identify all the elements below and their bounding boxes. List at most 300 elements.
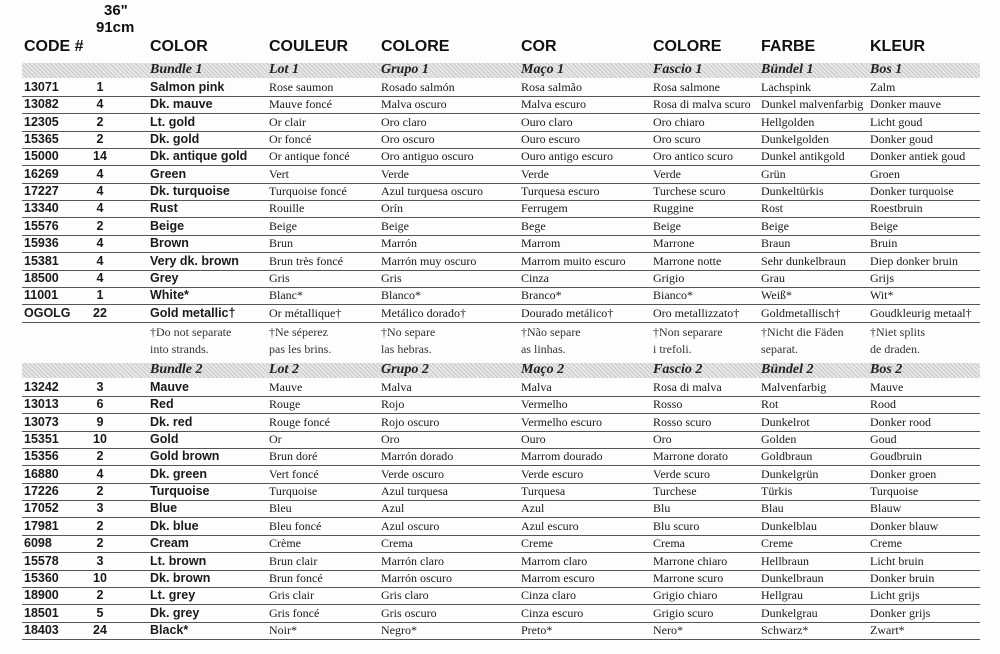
color-code: 17226 <box>24 484 59 499</box>
color-header-fr: COULEUR <box>269 38 349 55</box>
footnote-es: †No separe <box>381 324 436 339</box>
color-name-fr: Rouille <box>269 201 305 216</box>
color-name-es: Verde <box>381 166 409 181</box>
color-name-it: Marrone scuro <box>653 570 724 585</box>
color-name-fr: Mauve foncé <box>269 97 332 112</box>
strand-count: 2 <box>96 518 104 533</box>
color-code: 13340 <box>24 201 59 216</box>
color-name-de: Hellgolden <box>761 114 815 129</box>
color-name-es: Azul <box>381 501 405 516</box>
color-code: 6098 <box>24 536 52 551</box>
color-name-es: Gris oscuro <box>381 605 437 620</box>
color-name-pt: Preto* <box>521 622 553 637</box>
color-name-fr: Bleu <box>269 501 292 516</box>
color-name-nl: Blauw <box>870 501 902 516</box>
color-name-fr: Crème <box>269 536 301 551</box>
color-name-nl: Mauve <box>870 380 904 394</box>
color-name-es: Gris <box>381 270 402 285</box>
color-name-fr: Brun <box>269 236 293 251</box>
color-name-it: Oro scuro <box>653 132 701 147</box>
footnote-nl: †Niet splits <box>870 324 926 339</box>
bundle-header <box>22 63 980 78</box>
footnote-fr: pas les brins. <box>269 341 332 356</box>
strand-count: 4 <box>96 270 104 285</box>
color-name-it: Grigio chiaro <box>653 588 718 603</box>
footnote-it: †Non separare <box>653 324 723 339</box>
table-row <box>22 79 980 97</box>
bundle-label-fr: Lot 2 <box>269 362 299 377</box>
color-name-nl: Zwart* <box>870 622 905 637</box>
color-code: 13071 <box>24 80 59 94</box>
strand-count: 1 <box>96 288 104 303</box>
color-name-nl: Donker grijs <box>870 605 931 620</box>
color-name-pt: Vermelho <box>521 397 568 412</box>
color-name-de: Dunkelgolden <box>761 132 829 147</box>
color-name-es: Azul oscuro <box>381 518 440 533</box>
color-name-es: Malva oscuro <box>381 97 447 112</box>
color-name-en: White* <box>150 288 189 303</box>
color-code: 13242 <box>24 380 59 394</box>
table-row <box>22 235 980 253</box>
color-code: 17052 <box>24 501 59 516</box>
color-code: 13013 <box>24 397 59 412</box>
color-name-it: Grigio scuro <box>653 605 714 620</box>
color-name-es: Crema <box>381 536 413 551</box>
color-name-pt: Azul <box>521 501 545 516</box>
color-name-es: Marrón claro <box>381 553 444 568</box>
table-row <box>22 287 980 305</box>
color-name-en: Dk. turquoise <box>150 184 230 199</box>
table-row <box>22 183 980 201</box>
color-name-en: Salmon pink <box>150 80 225 94</box>
strand-count: 2 <box>96 114 104 129</box>
color-name-fr: Bleu foncé <box>269 518 322 533</box>
color-name-nl: Goudbruin <box>870 449 922 464</box>
strand-count: 2 <box>96 536 104 551</box>
color-name-en: Gold <box>150 432 179 447</box>
strand-count: 4 <box>96 184 104 199</box>
color-name-it: Rosa di malva <box>653 380 722 394</box>
color-name-de: Grau <box>761 270 785 285</box>
table-row <box>22 218 980 236</box>
color-name-es: Gris claro <box>381 588 429 603</box>
color-name-fr: Rose saumon <box>269 80 334 94</box>
color-code: 12305 <box>24 114 59 129</box>
strand-count: 10 <box>93 570 107 585</box>
color-name-nl: Turquoise <box>870 484 919 499</box>
color-code: 17227 <box>24 184 59 199</box>
color-name-nl: Rood <box>870 397 897 412</box>
strand-count: 4 <box>96 166 104 181</box>
strand-count: 14 <box>93 149 107 164</box>
color-name-de: Rost <box>761 201 784 216</box>
table-row <box>22 500 980 518</box>
strand-count: 6 <box>96 397 104 412</box>
color-name-es: Rojo <box>381 397 405 412</box>
color-code: 15356 <box>24 449 59 464</box>
color-code: 18501 <box>24 605 59 620</box>
color-name-de: Grün <box>761 166 786 181</box>
length-inches-header: 36" <box>104 2 128 19</box>
color-name-fr: Rouge foncé <box>269 414 330 429</box>
strand-count: 2 <box>96 449 104 464</box>
color-name-de: Goldmetallisch† <box>761 305 841 320</box>
strand-count: 2 <box>96 588 104 603</box>
color-name-nl: Donker turquoise <box>870 184 954 199</box>
footnote-line <box>22 324 980 342</box>
color-name-es: Metálico dorado† <box>381 305 466 320</box>
color-code: 11001 <box>24 288 59 303</box>
bundle-label-de: Bündel 2 <box>761 362 814 377</box>
color-name-fr: Brun très foncé <box>269 253 343 268</box>
table-row <box>22 605 980 623</box>
color-name-es: Rojo oscuro <box>381 414 440 429</box>
color-name-es: Blanco* <box>381 288 421 303</box>
strand-count: 4 <box>96 201 104 216</box>
strand-count: 4 <box>96 253 104 268</box>
color-code: 16880 <box>24 466 59 481</box>
bundle-label-fr: Lot 1 <box>269 62 299 77</box>
color-name-fr: Brun doré <box>269 449 318 464</box>
color-name-de: Türkis <box>761 484 793 499</box>
color-name-nl: Donker rood <box>870 414 931 429</box>
color-name-it: Ruggine <box>653 201 694 216</box>
color-name-en: Dk. blue <box>150 518 199 533</box>
color-name-nl: Bruin <box>870 236 898 251</box>
strand-count: 9 <box>96 414 104 429</box>
color-name-es: Azul turquesa oscuro <box>381 184 483 199</box>
color-name-it: Oro chiaro <box>653 114 705 129</box>
footnote-en: †Do not separate <box>150 324 232 339</box>
color-name-pt: Azul escuro <box>521 518 579 533</box>
color-code: 16269 <box>24 166 59 181</box>
color-name-de: Dunkelrot <box>761 414 810 429</box>
color-name-it: Rosa di malva scuro <box>653 97 751 112</box>
color-name-pt: Creme <box>521 536 553 551</box>
color-name-en: Black* <box>150 622 189 637</box>
color-name-en: Gold metallic† <box>150 305 236 320</box>
color-name-fr: Or foncé <box>269 132 312 147</box>
color-name-de: Dunkeltürkis <box>761 184 824 199</box>
color-name-en: Lt. grey <box>150 588 196 603</box>
color-name-fr: Gris foncé <box>269 605 320 620</box>
color-code: 15365 <box>24 132 59 147</box>
color-name-en: Blue <box>150 501 178 516</box>
color-name-nl: Donker blauw <box>870 518 939 533</box>
table-row <box>22 305 980 323</box>
color-name-fr: Rouge <box>269 397 301 412</box>
footnote-pt: †Não separe <box>521 324 581 339</box>
color-name-pt: Dourado metálico† <box>521 305 614 320</box>
color-name-es: Oro <box>381 432 400 447</box>
color-name-en: Lt. gold <box>150 114 196 129</box>
color-name-nl: Zalm <box>870 80 896 94</box>
color-name-fr: Brun foncé <box>269 570 323 585</box>
color-code: 13073 <box>24 414 59 429</box>
table-row <box>22 466 980 484</box>
color-name-it: Rosso scuro <box>653 414 712 429</box>
color-name-es: Malva <box>381 380 412 394</box>
strand-count: 4 <box>96 97 104 112</box>
color-name-pt: Cinza <box>521 270 549 285</box>
footnote-pt: as linhas. <box>521 341 566 356</box>
color-name-nl: Goud <box>870 432 897 447</box>
strand-count: 3 <box>96 380 104 394</box>
color-name-pt: Ouro claro <box>521 114 573 129</box>
table-row <box>22 570 980 588</box>
color-name-it: Rosa salmone <box>653 80 720 94</box>
color-name-en: Dk. antique gold <box>150 149 248 164</box>
color-name-it: Oro <box>653 432 672 447</box>
color-code: 15381 <box>24 253 59 268</box>
color-name-pt: Marrom escuro <box>521 570 595 585</box>
color-name-nl: Donker bruin <box>870 570 935 585</box>
color-name-nl: Beige <box>870 218 898 233</box>
color-name-pt: Marrom dourado <box>521 449 603 464</box>
color-code: 15576 <box>24 218 59 233</box>
table-row <box>22 253 980 271</box>
color-name-de: Dunkelblau <box>761 518 817 533</box>
color-name-pt: Marrom <box>521 236 561 251</box>
color-name-de: Golden <box>761 432 797 447</box>
color-code: 17981 <box>24 518 59 533</box>
table-row <box>22 414 980 432</box>
color-name-it: Marrone notte <box>653 253 722 268</box>
footnote-en: into strands. <box>150 341 209 356</box>
color-code: 15936 <box>24 236 59 251</box>
color-name-fr: Or antique foncé <box>269 149 350 164</box>
color-name-fr: Turquoise <box>269 484 318 499</box>
color-name-en: Very dk. brown <box>150 253 239 268</box>
color-name-es: Negro* <box>381 622 417 637</box>
table-row <box>22 535 980 553</box>
color-name-en: Green <box>150 166 187 181</box>
color-name-fr: Blanc* <box>269 288 303 303</box>
color-header-nl: KLEUR <box>870 38 926 55</box>
color-code: 15351 <box>24 432 59 447</box>
color-name-pt: Cinza claro <box>521 588 576 603</box>
color-name-it: Turchese scuro <box>653 184 726 199</box>
color-name-nl: Wit* <box>870 288 894 303</box>
color-header-it: COLORE <box>653 38 722 55</box>
table-row <box>22 131 980 149</box>
bundle-header <box>22 363 980 378</box>
color-name-de: Goldbraun <box>761 449 813 464</box>
color-name-en: Mauve <box>150 380 189 394</box>
color-header-en: COLOR <box>150 38 208 55</box>
color-name-it: Verde <box>653 166 681 181</box>
color-name-fr: Noir* <box>269 622 297 637</box>
color-name-nl: Donker goud <box>870 132 933 147</box>
bundle-label-it: Fascio 2 <box>653 362 703 377</box>
table-row <box>22 396 980 414</box>
color-name-pt: Malva <box>521 380 552 394</box>
color-name-de: Dunkelgrün <box>761 466 819 481</box>
table-row <box>22 379 980 397</box>
color-name-de: Weiß* <box>761 288 793 303</box>
color-name-it: Marrone <box>653 236 695 251</box>
color-name-pt: Ouro antigo escuro <box>521 149 613 164</box>
color-name-nl: Diep donker bruin <box>870 253 958 268</box>
color-name-nl: Licht goud <box>870 114 923 129</box>
table-row <box>22 553 980 571</box>
color-code: 13082 <box>24 97 59 112</box>
color-name-fr: Turquoise foncé <box>269 184 347 199</box>
table-row <box>22 166 980 184</box>
code-header: CODE # <box>24 38 84 55</box>
bundle-label-pt: Maço 2 <box>521 362 565 377</box>
color-name-es: Marrón dorado <box>381 449 454 464</box>
color-name-en: Dk. green <box>150 466 207 481</box>
color-name-es: Marrón muy oscuro <box>381 253 477 268</box>
color-name-it: Oro antico scuro <box>653 149 733 164</box>
color-name-es: Oro oscuro <box>381 132 435 147</box>
color-name-it: Marrone chiaro <box>653 553 728 568</box>
footnote-nl: de draden. <box>870 341 920 356</box>
color-name-nl: Donker mauve <box>870 97 941 112</box>
color-name-nl: Donker antiek goud <box>870 149 966 164</box>
color-name-pt: Cinza escuro <box>521 605 584 620</box>
color-name-es: Azul turquesa <box>381 484 448 499</box>
color-name-de: Hellbraun <box>761 553 809 568</box>
color-name-pt: Malva escuro <box>521 97 586 112</box>
color-name-en: Red <box>150 397 174 412</box>
color-name-nl: Licht grijs <box>870 588 920 603</box>
color-name-it: Crema <box>653 536 685 551</box>
color-name-pt: Marrom claro <box>521 553 588 568</box>
strand-count: 3 <box>96 501 104 516</box>
color-name-de: Blau <box>761 501 784 516</box>
color-name-pt: Verde escuro <box>521 466 584 481</box>
color-name-fr: Or clair <box>269 114 306 129</box>
color-name-es: Beige <box>381 218 409 233</box>
color-name-fr: Or métallique† <box>269 305 342 320</box>
table-row <box>22 200 980 218</box>
color-name-es: Marrón oscuro <box>381 570 452 585</box>
color-name-pt: Turquesa escuro <box>521 184 600 199</box>
color-name-fr: Vert <box>269 166 289 181</box>
table-row <box>22 96 980 114</box>
bundle-label-it: Fascio 1 <box>653 62 703 77</box>
table-row <box>22 270 980 288</box>
color-name-nl: Grijs <box>870 270 894 285</box>
strand-count: 2 <box>96 218 104 233</box>
bundle-label-es: Grupo 1 <box>381 62 429 77</box>
color-name-pt: Ouro escuro <box>521 132 580 147</box>
table-row <box>22 431 980 449</box>
color-code: OGOLG <box>24 305 71 320</box>
color-name-fr: Brun clair <box>269 553 318 568</box>
color-name-en: Lt. brown <box>150 553 207 568</box>
color-name-de: Malvenfarbig <box>761 380 827 394</box>
color-name-it: Blu <box>653 501 671 516</box>
color-code: 15000 <box>24 149 59 164</box>
color-name-en: Rust <box>150 201 178 216</box>
color-name-it: Beige <box>653 218 681 233</box>
strand-count: 10 <box>93 432 107 447</box>
color-name-en: Beige <box>150 218 185 233</box>
color-name-pt: Vermelho escuro <box>521 414 602 429</box>
color-name-es: Oro antiguo oscuro <box>381 149 474 164</box>
color-code: 15578 <box>24 553 59 568</box>
strand-count: 4 <box>96 466 104 481</box>
color-name-de: Dunkelbraun <box>761 570 824 585</box>
strand-count: 2 <box>96 132 104 147</box>
footnote-de: separat. <box>761 341 798 356</box>
table-row <box>22 483 980 501</box>
bundle-label-nl: Bos 1 <box>870 62 903 77</box>
footnote-fr: †Ne séperez <box>269 324 328 339</box>
color-name-it: Marrone dorato <box>653 449 728 464</box>
color-name-es: Oro claro <box>381 114 427 129</box>
strand-count: 22 <box>93 305 107 320</box>
color-header-es: COLORE <box>381 38 450 55</box>
color-name-nl: Licht bruin <box>870 553 924 568</box>
color-name-it: Grigio <box>653 270 685 285</box>
strand-count: 2 <box>96 484 104 499</box>
color-name-it: Oro metallizzato† <box>653 305 740 320</box>
strand-count: 5 <box>96 605 104 620</box>
color-name-es: Verde oscuro <box>381 466 444 481</box>
color-name-de: Dunkelgrau <box>761 605 818 620</box>
table-row <box>22 114 980 132</box>
color-name-fr: Or <box>269 432 282 447</box>
strand-count: 1 <box>96 80 104 94</box>
color-name-nl: Groen <box>870 166 900 181</box>
table-row <box>22 148 980 166</box>
color-name-en: Gold brown <box>150 449 220 464</box>
color-name-en: Brown <box>150 236 189 251</box>
table-row <box>22 518 980 536</box>
strand-count: 24 <box>93 622 107 637</box>
color-name-de: Schwarz* <box>761 622 809 637</box>
bundle-label-nl: Bos 2 <box>870 362 903 377</box>
bundle-label-en: Bundle 2 <box>150 362 203 377</box>
color-name-de: Creme <box>761 536 793 551</box>
color-name-de: Braun <box>761 236 791 251</box>
color-name-it: Blu scuro <box>653 518 700 533</box>
color-name-pt: Turquesa <box>521 484 566 499</box>
color-name-pt: Verde <box>521 166 549 181</box>
color-name-de: Hellgrau <box>761 588 803 603</box>
table-row <box>22 622 980 640</box>
color-name-fr: Gris clair <box>269 588 314 603</box>
bundle-label-pt: Maço 1 <box>521 62 565 77</box>
color-header-pt: COR <box>521 38 557 55</box>
color-name-es: Rosado salmón <box>381 80 455 94</box>
color-code: 15360 <box>24 570 59 585</box>
color-name-en: Dk. brown <box>150 570 211 585</box>
footnote-es: las hebras. <box>381 341 432 356</box>
color-code: 18403 <box>24 622 59 637</box>
color-name-pt: Rosa salmão <box>521 80 582 94</box>
color-code: 18900 <box>24 588 59 603</box>
color-name-en: Cream <box>150 536 189 551</box>
color-name-pt: Bege <box>521 218 546 233</box>
color-name-fr: Beige <box>269 218 297 233</box>
color-name-it: Turchese <box>653 484 697 499</box>
color-name-fr: Vert foncé <box>269 466 319 481</box>
color-name-en: Dk. gold <box>150 132 200 147</box>
color-name-de: Beige <box>761 218 789 233</box>
color-name-fr: Mauve <box>269 380 303 394</box>
color-name-en: Dk. grey <box>150 605 200 620</box>
color-name-de: Dunkel antikgold <box>761 149 845 164</box>
color-name-nl: Creme <box>870 536 902 551</box>
color-name-es: Marrón <box>381 236 417 251</box>
color-name-de: Sehr dunkelbraun <box>761 253 846 268</box>
bundle-label-es: Grupo 2 <box>381 362 429 377</box>
